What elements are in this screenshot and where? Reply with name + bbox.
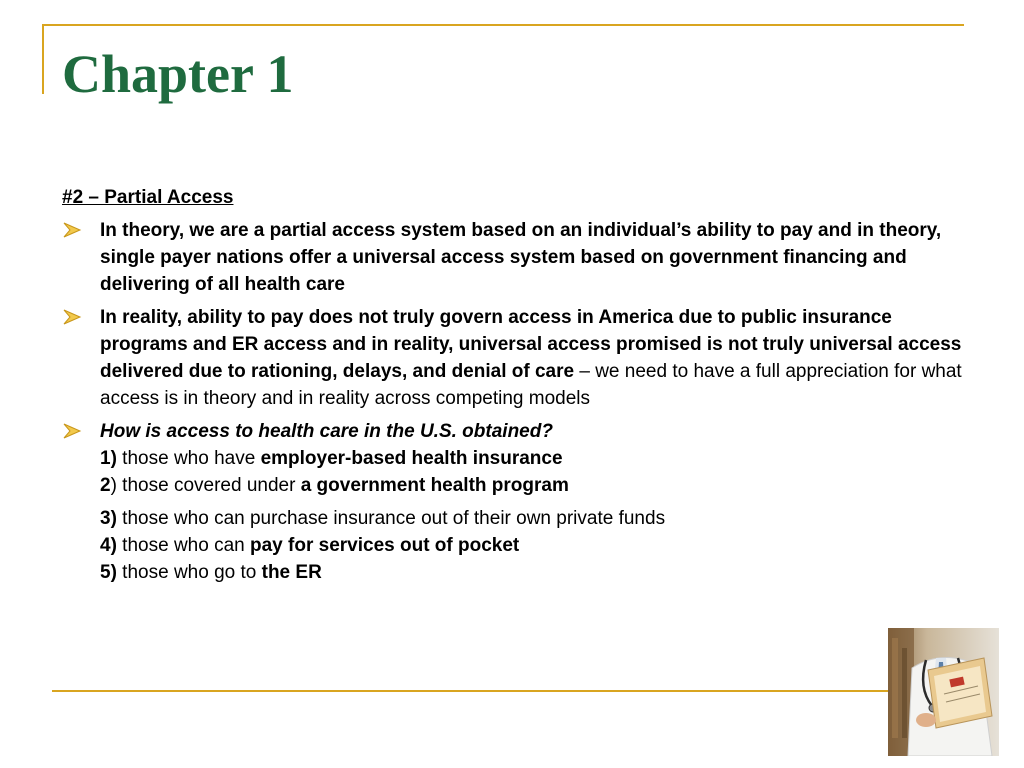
bullet-reality	[62, 304, 967, 412]
doctor-with-folder-photo	[888, 628, 999, 756]
bullet-theory	[62, 217, 967, 298]
slide-title: Chapter 1	[62, 44, 294, 104]
list-item: 3) those who can purchase insurance out of their own private funds	[100, 508, 666, 529]
arrow-bullet-icon	[62, 422, 82, 440]
access-question: How is access to health care in the U.S. obtained?	[100, 421, 553, 442]
bullet-reality-rest: – we need to have a full appreciation for what access is in theory and in reality across competing models	[100, 361, 962, 409]
bullet-theory-text: In theory, we are a partial access system based on an individual’s ability to pay and in theory, single payer nations offer a universal access system based on government financing and delivering of all health care	[100, 220, 942, 295]
arrow-bullet-icon	[62, 221, 82, 239]
list-item: 1) those who have employer-based health insurance	[100, 448, 563, 469]
arrow-bullet-icon	[62, 308, 82, 326]
bullet-reality-bold: In reality, ability to pay does not truly govern access in America due to public insurance programs and ER access and in reality, universal access promised is not truly universal access delivered due to rationing, delays, and denial of care	[100, 307, 962, 382]
slide-body	[62, 184, 967, 592]
bullet-access-ways	[62, 418, 967, 586]
list-item: 2) those covered under a government health program	[100, 475, 569, 496]
section-heading: #2 – Partial Access	[62, 187, 234, 208]
bottom-frame-line	[52, 690, 890, 692]
list-item: 5) those who go to the ER	[100, 562, 322, 583]
top-frame-line	[42, 24, 964, 26]
list-item: 4) those who can pay for services out of pocket	[100, 535, 520, 556]
left-frame-line	[42, 24, 44, 94]
doctor-photo	[888, 628, 999, 756]
